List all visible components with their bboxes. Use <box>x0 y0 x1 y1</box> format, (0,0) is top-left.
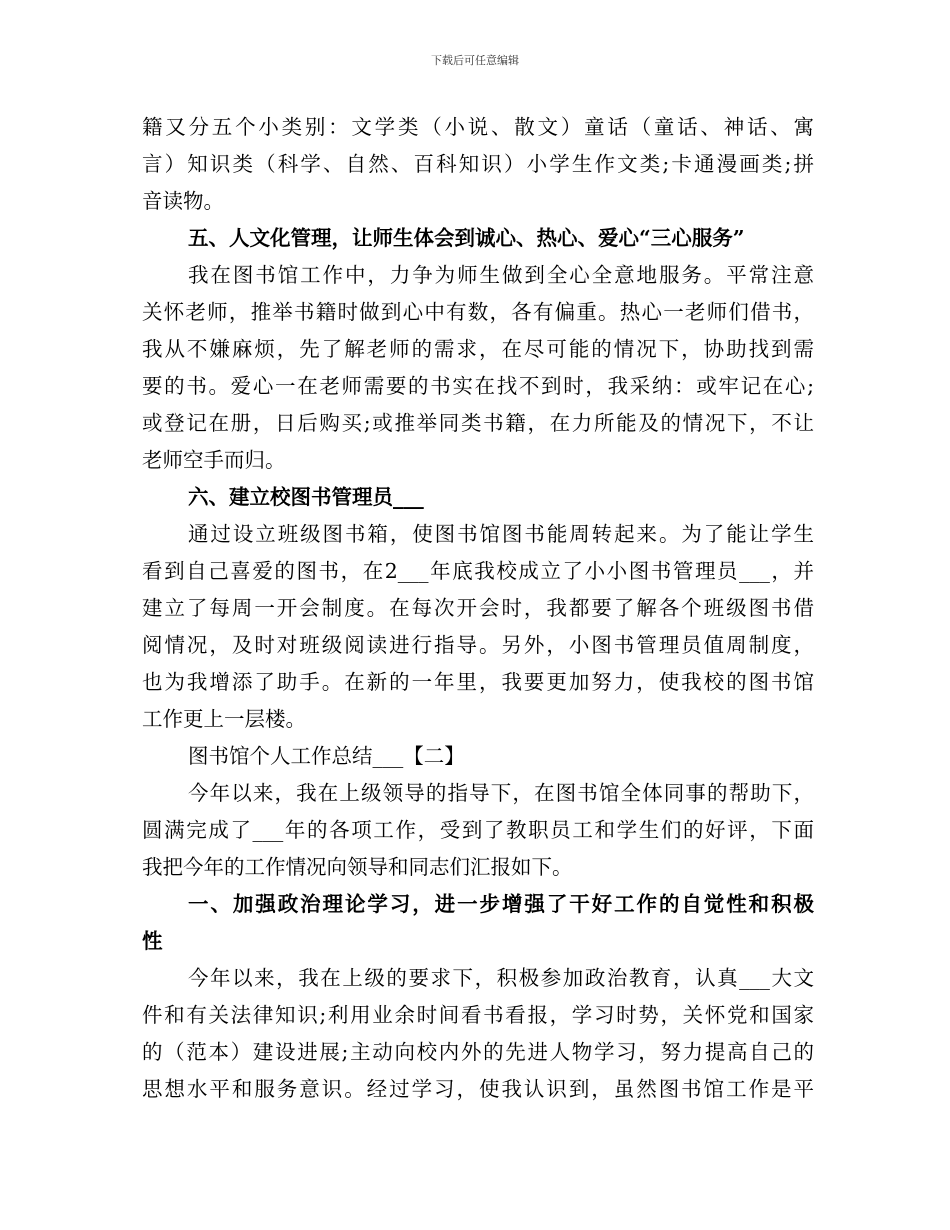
paragraph-line: 我在图书馆工作中，力争为师生做到全心全意地服务。平常注意 <box>188 263 814 287</box>
paragraph-line: 圆满完成了___年的各项工作，受到了教职员工和学生们的好评，下面 <box>142 818 814 842</box>
paragraph-line: 阅情况，及时对班级阅读进行指导。另外，小图书管理员值周制度， <box>142 633 814 657</box>
paragraph-line: 我把今年的工作情况向领导和同志们汇报如下。 <box>142 855 573 879</box>
paragraph-line: 思想水平和服务意识。经过学习，使我认识到，虽然图书馆工作是平 <box>142 1077 814 1101</box>
section-heading-line: 性 <box>142 929 163 953</box>
document-body <box>142 109 814 1108</box>
paragraph-line: 老师空手而归。 <box>142 448 286 472</box>
paragraph-line: 看到自己喜爱的图书，在2___年底我校成立了小小图书管理员___，并 <box>142 559 814 583</box>
page-header: 下载后可任意编辑 <box>431 54 519 67</box>
paragraph-line: 的（范本）建设进展;主动向校内外的先进人物学习，努力提高自己的 <box>142 1040 814 1064</box>
paragraph-line: 件和有关法律知识;利用业余时间看书看报，学习时势，关怀党和国家 <box>142 1003 814 1027</box>
paragraph-line: 今年以来，我在上级的要求下，积极参加政治教育，认真___大文 <box>188 966 814 990</box>
paragraph-line: 今年以来，我在上级领导的指导下，在图书馆全体同事的帮助下， <box>188 781 814 805</box>
paragraph-line: 籍又分五个小类别：文学类（小说、散文）童话（童话、神话、寓 <box>142 115 814 139</box>
paragraph-line: 或登记在册，日后购买;或推举同类书籍，在力所能及的情况下，不让 <box>142 411 814 435</box>
section-heading-line: 五、人文化管理，让师生体会到诚心、热心、爱心“三心服务” <box>188 226 745 250</box>
paragraph-line: 关怀老师，推举书籍时做到心中有数，各有偏重。热心一老师们借书， <box>142 300 814 324</box>
paragraph-line: 通过设立班级图书箱，使图书馆图书能周转起来。为了能让学生 <box>188 522 814 546</box>
paragraph-line: 我从不嫌麻烦，先了解老师的需求，在尽可能的情况下，协助找到需 <box>142 337 814 361</box>
paragraph-line: 音读物。 <box>142 189 224 213</box>
paragraph-line: 工作更上一层楼。 <box>142 707 306 731</box>
section-heading-line: 一、加强政治理论学习，进一步增强了干好工作的自觉性和积极 <box>188 892 814 916</box>
paragraph-line: 建立了每周一开会制度。在每次开会时，我都要了解各个班级图书借 <box>142 596 814 620</box>
paragraph-line: 也为我增添了助手。在新的一年里，我要更加努力，使我校的图书馆 <box>142 670 814 694</box>
paragraph-line: 图书馆个人工作总结___【二】 <box>188 744 465 768</box>
paragraph-line: 要的书。爱心一在老师需要的书实在找不到时，我采纳：或牢记在心; <box>142 374 814 398</box>
paragraph-line: 言）知识类（科学、自然、百科知识）小学生作文类;卡通漫画类;拼 <box>142 152 814 176</box>
section-heading-line: 六、建立校图书管理员___ <box>188 485 424 509</box>
